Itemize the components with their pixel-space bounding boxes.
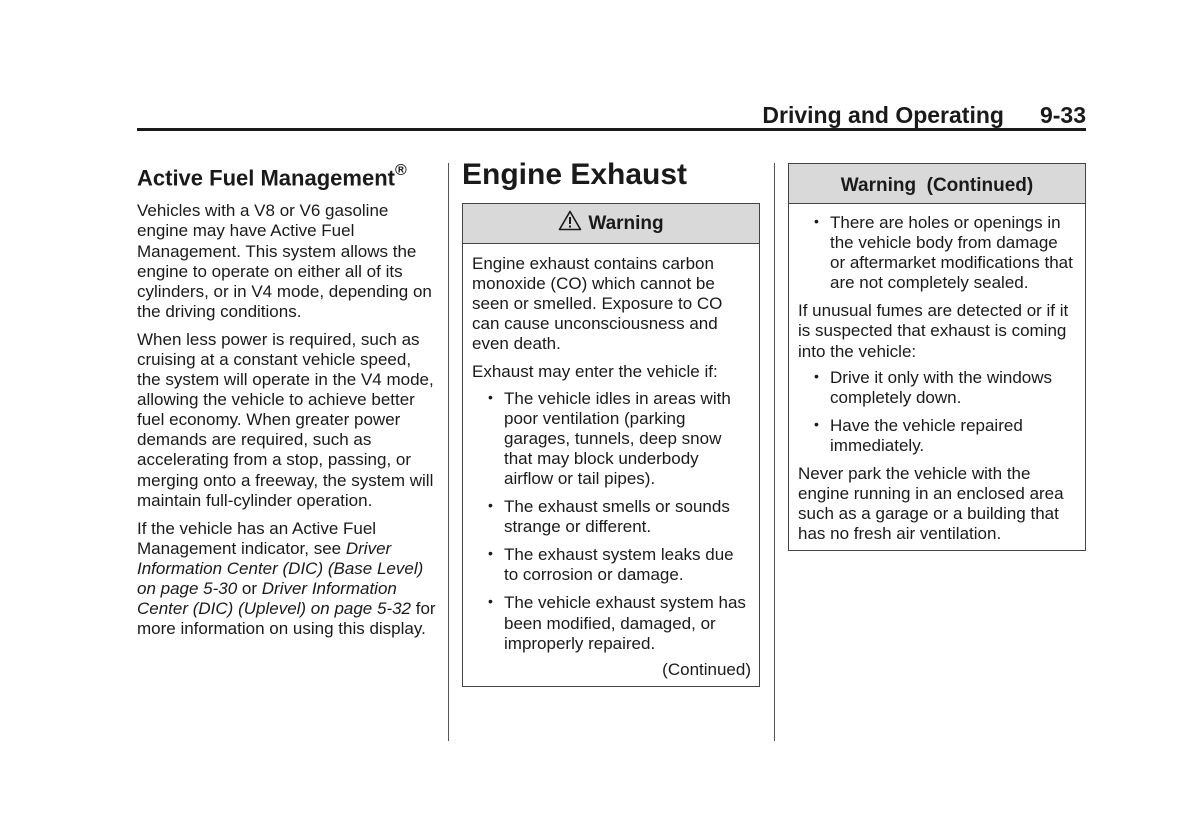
warning-continued-body bbox=[789, 213, 1085, 550]
list-item bbox=[472, 389, 751, 489]
bullet-icon: • bbox=[814, 415, 819, 432]
afm-p3-text-b: or bbox=[237, 579, 262, 599]
list-item bbox=[472, 545, 751, 585]
registered-mark: ® bbox=[394, 162, 407, 179]
warning-box bbox=[462, 203, 760, 687]
warning-label: Warning bbox=[588, 213, 664, 234]
list-item-text: There are holes or openings in the vehicle body from damage or aftermarket modifications that are not completely sealed. bbox=[830, 213, 1073, 293]
column-divider-2 bbox=[774, 163, 775, 741]
bullet-icon: • bbox=[814, 213, 819, 229]
header-rule bbox=[137, 128, 1086, 131]
afm-p3-text-a: If the vehicle has an Active Fuel Management indicator, see bbox=[137, 518, 377, 558]
list-item-text: Have the vehicle repaired immediately. bbox=[830, 415, 1023, 455]
list-item bbox=[798, 368, 1077, 408]
bullet-icon: • bbox=[488, 593, 493, 610]
page-number: 9-33 bbox=[1039, 102, 1086, 128]
column-active-fuel-management bbox=[137, 156, 437, 639]
exhaust-paragraph-2: Exhaust may enter the vehicle if: bbox=[472, 362, 718, 382]
afm-paragraph-2: When less power is required, such as cruising at a constant vehicle speed, the system will operate in the V4 mode, allowing the vehicle to achieve better fuel economy. When greater power demands are required, such as accelerating from a stop, passing, or merging onto a freeway, the system will maintain full-cylinder operation. bbox=[137, 329, 434, 510]
warning-continued-paragraph-2: Never park the vehicle with the engine running in an enclosed area such as a garage or a building that has no fresh air ventilation. bbox=[798, 464, 1064, 544]
column-warning-continued bbox=[788, 163, 1086, 551]
list-item bbox=[798, 416, 1077, 456]
list-item-text: The vehicle exhaust system has been modified, damaged, or improperly repaired. bbox=[504, 593, 746, 653]
section-title-text: Active Fuel Management bbox=[137, 165, 395, 191]
exhaust-paragraph-1: Engine exhaust contains carbon monoxide (CO) which cannot be seen or smelled. Exposure to CO can cause unconsciousness and even death. bbox=[472, 254, 723, 354]
section-title-engine-exhaust: Engine Exhaust bbox=[462, 158, 688, 191]
warning-continued-paragraph-1: If unusual fumes are detected or if it is suspected that exhaust is coming into the vehicle: bbox=[798, 301, 1069, 361]
continued-label: (Continued) bbox=[662, 659, 751, 679]
afm-p3-text-c: for more information on using this display. bbox=[137, 599, 436, 639]
list-item bbox=[472, 593, 751, 653]
list-item-text: The exhaust smells or sounds strange or different. bbox=[504, 497, 730, 537]
dic-uplevel-reference[interactable]: Driver Information Center (DIC) (Uplevel) on page 5-32 bbox=[137, 579, 412, 619]
bullet-icon: • bbox=[488, 545, 493, 562]
warning-continued-bullets-top bbox=[798, 213, 1077, 293]
running-header bbox=[762, 102, 1086, 129]
bullet-icon: • bbox=[488, 497, 493, 514]
bullet-icon: • bbox=[488, 388, 493, 405]
page-header bbox=[137, 100, 1086, 130]
dic-base-level-reference[interactable]: Driver Information Center (DIC) (Base Level) on page 5-30 bbox=[137, 538, 424, 599]
warning-body bbox=[463, 254, 759, 686]
list-item-text: The exhaust system leaks due to corrosion or damage. bbox=[504, 545, 734, 585]
warning-continued-box bbox=[788, 163, 1086, 551]
afm-paragraph-3 bbox=[137, 519, 437, 640]
list-item-text: Drive it only with the windows completely down. bbox=[830, 367, 1053, 407]
header-section-title: Driving and Operating bbox=[762, 102, 1004, 128]
exhaust-bullet-list bbox=[472, 389, 751, 654]
warning-header bbox=[463, 204, 759, 244]
section-title-active-fuel-management bbox=[137, 156, 437, 195]
afm-paragraph-1: Vehicles with a V8 or V6 gasoline engine may have Active Fuel Management. This system allows the engine to operate on either all of its cylinders, or in V4 mode, depending on the driving conditions. bbox=[137, 201, 432, 321]
list-item bbox=[472, 497, 751, 537]
column-engine-exhaust bbox=[462, 156, 760, 687]
column-divider-1 bbox=[448, 163, 449, 741]
bullet-icon: • bbox=[814, 367, 819, 384]
list-item bbox=[798, 213, 1077, 293]
list-item-text: The vehicle idles in areas with poor ventilation (parking garages, tunnels, deep snow that may block underbody airflow or tail pipes). bbox=[504, 388, 731, 488]
warning-triangle-icon bbox=[558, 206, 582, 246]
warning-continued-bullets-mid bbox=[798, 368, 1077, 456]
warning-continued-header: Warning (Continued) bbox=[789, 164, 1085, 204]
